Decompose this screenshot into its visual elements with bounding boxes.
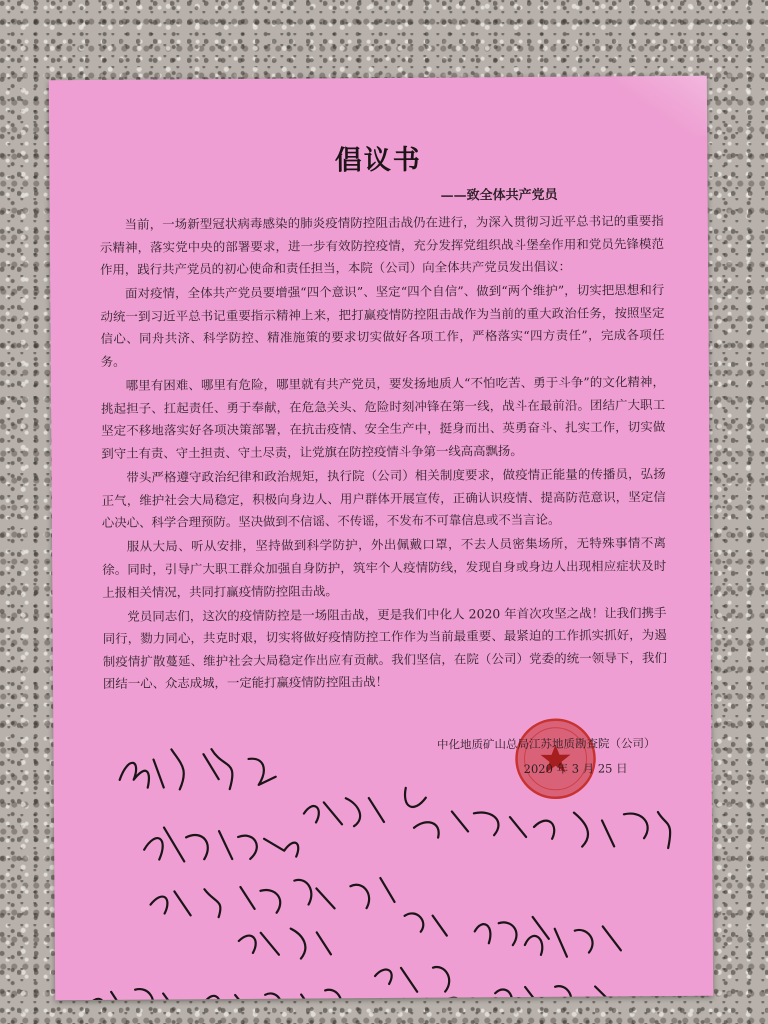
document-title: 倡议书 [334, 144, 422, 177]
handwritten-signatures [53, 716, 713, 1001]
paragraph-4: 带头严格遵守政治纪律和政治规矩，执行院（公司）相关制度要求，做疫情正能量的传播员，弘扬正气，维护社会大局稳定，积极向身边人、用户群体开展宣传，正确认识疫情、提高防范意识，坚定信心决心、科学合理预防。坚决做到不信谣、不传谣，不发布不可靠信息或不当言论。 [101, 466, 666, 531]
signing-date: 2020 年 3 月 25 日 [523, 761, 628, 777]
paragraph-2: 面对疫情，全体共产党员要增强“四个意识”、坚定“四个自信”、做到“两个维护”，切实把思想和行动统一到习近平总书记重要指示精神上来，把打赢疫情防控阻击战作为当前的重大政治任务，按照坚定信心、同舟共济、科学防控、精准施策的要求切实做好各项工作，严格落实“四方责任”，完成各项任务。 [100, 282, 665, 370]
document-subtitle: ——致全体共产党员 [440, 187, 558, 204]
paragraph-3: 哪里有困难、哪里有危险，哪里就有共产党员，要发扬地质人“不怕吃苦、勇于斗争”的文化精神，挑起担子、扛起责任、勇于奉献，在危急关头、危险时刻冲锋在第一线，战斗在最前沿。团结广大职工坚定不移地落实好各项决策部署，在抗击疫情、安全生产中，挺身而出、英勇奋斗、扎实工作，切实做到守土有责、守土担责、守土尽责，让党旗在防控疫情斗争第一线高高飘扬。 [101, 374, 666, 461]
paper-fold [617, 76, 707, 137]
paragraph-6: 党员同志们，这次的疫情防控是一场阻击战，更是我们中化人 2020 年首次攻坚之战！让我们携手同行，勠力同心，共克时艰，切实将做好疫情防控工作作为当前最重要、最紧迫的工作抓实抓好，为遏制疫情扩散蔓延、维护社会大局稳定作出应有贡献。我们坚信，在院（公司）党委的统一领导下，我们团结一心、众志成城，一定能打赢疫情防控阻击战！ [102, 604, 667, 692]
document-body [100, 210, 667, 697]
paragraph-1: 当前，一场新型冠状病毒感染的肺炎疫情防控阻击战仍在进行，为深入贯彻习近平总书记的重要指示精神，落实党中央的部署要求，进一步有效防控疫情，充分发挥党组织战斗堡垒作用和党员先锋模范作用，践行共产党员的初心使命和责任担当，本院（公司）向全体共产党员发出倡议： [99, 213, 665, 278]
organization-name: 中化地质矿山总局江苏地质勘查院（公司） [436, 736, 656, 752]
paragraph-5: 服从大局、听从安排，坚持做到科学防护，外出佩戴口罩，不去人员密集场所，无特殊事情不离徐。同时，引导广大职工群众加强自身防护，筑牢个人疫情防线，发现自身或身边人出现相应症状及时上报相关情况，共同打赢疫情防控阻击战。 [102, 535, 667, 600]
proposal-document [49, 76, 713, 1001]
